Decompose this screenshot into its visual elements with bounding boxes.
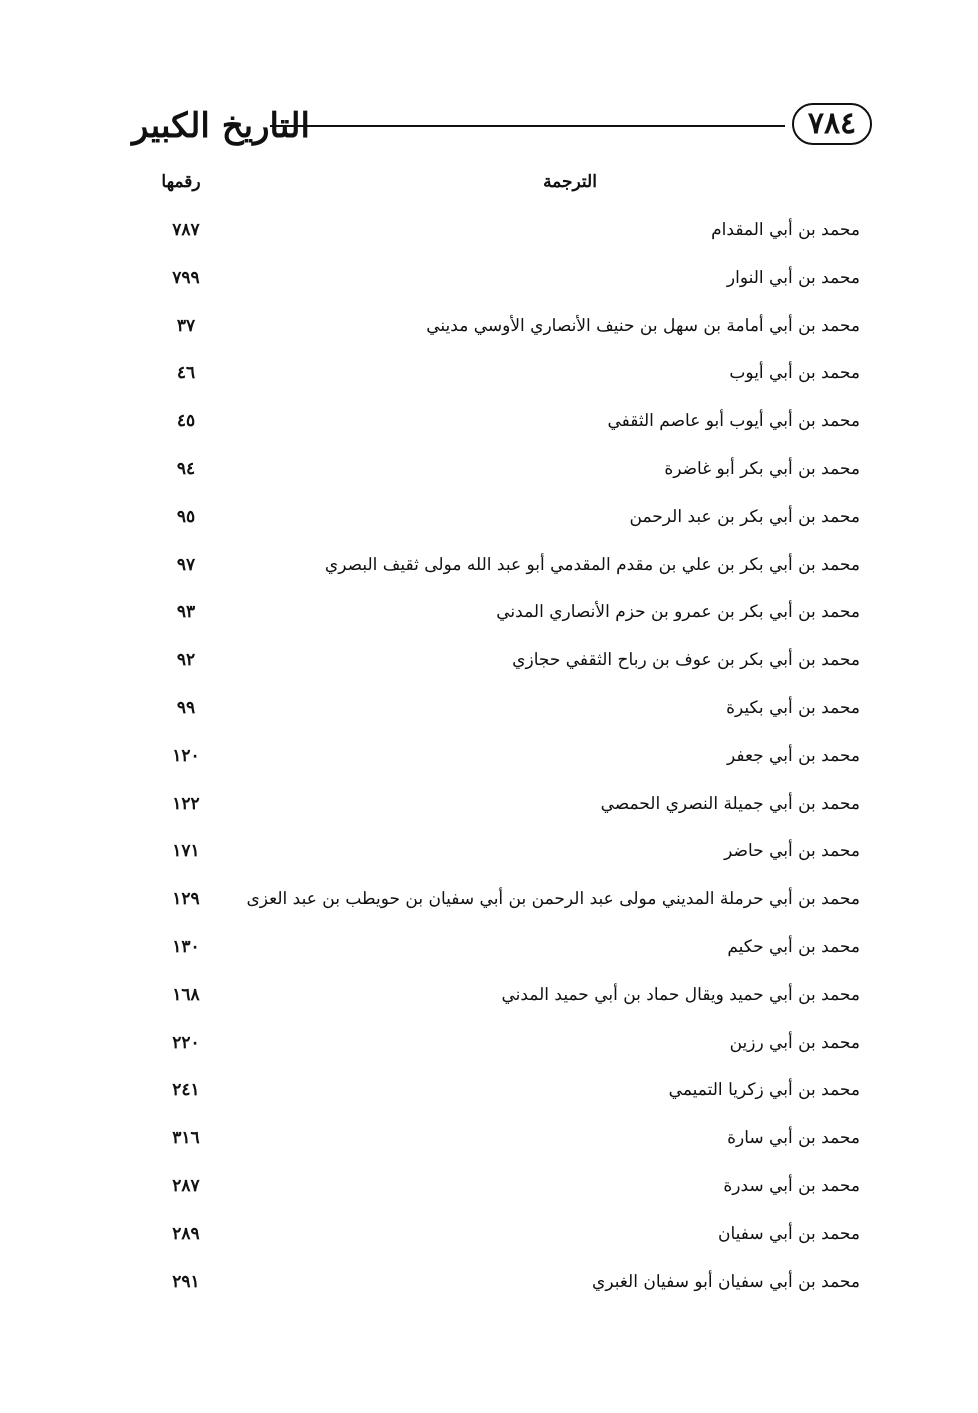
entry-name: محمد بن أبي جميلة النصري الحمصي <box>600 793 860 814</box>
entry-number: ٢٢٠ <box>172 1032 200 1053</box>
index-row <box>150 350 860 398</box>
entry-number: ١٢٢ <box>172 793 200 814</box>
entry-number: ٩٩ <box>176 697 196 718</box>
entry-number: ٩٤ <box>176 458 196 479</box>
entry-name: محمد بن أبي أيوب <box>729 363 860 384</box>
entry-number: ٧٨٧ <box>172 220 200 240</box>
index-row <box>150 637 860 685</box>
entry-name: محمد بن أبي سارة <box>727 1128 860 1149</box>
entry-number: ٤٥ <box>176 411 196 432</box>
entry-name: محمد بن أبي رزين <box>729 1032 860 1053</box>
index-row <box>150 207 860 255</box>
entry-name: محمد بن أبي بكيرة <box>726 697 860 718</box>
entry-number: ١٦٨ <box>172 984 200 1005</box>
entry-number: ١٢٠ <box>172 745 200 766</box>
entry-name: محمد بن أبي حكيم <box>727 936 860 957</box>
entry-name: محمد بن أبي النوار <box>726 267 860 288</box>
index-row <box>150 1211 860 1259</box>
index-row <box>150 398 860 446</box>
index-row <box>150 876 860 924</box>
entry-name: محمد بن أبي بكر بن عبد الرحمن <box>629 506 860 527</box>
entry-name: محمد بن أبي زكريا التميمي <box>668 1080 860 1101</box>
entry-number: ١٢٩ <box>172 889 200 910</box>
column-header-number: رقمها <box>161 172 201 192</box>
index-list <box>150 207 860 1306</box>
entry-number: ٢٨٩ <box>172 1223 200 1244</box>
entry-name: محمد بن أبي بكر بن عوف بن رباح الثقفي حجازي <box>512 650 860 671</box>
entry-number: ٣١٦ <box>172 1128 200 1149</box>
entry-name: محمد بن أبي سفيان أبو سفيان الغبري <box>592 1271 860 1292</box>
entry-name: محمد بن أبي بكر بن عمرو بن حزم الأنصاري المدني <box>496 602 860 623</box>
entry-number: ٧٩٩ <box>172 267 200 288</box>
entry-number: ٩٢ <box>176 650 196 671</box>
index-row <box>150 494 860 542</box>
book-title: التاريخ الكبير <box>132 106 310 146</box>
page-number: ٧٨٤ <box>807 106 857 141</box>
entry-number: ١٧١ <box>172 841 200 862</box>
entry-name: محمد بن أبي أيوب أبو عاصم الثقفي <box>607 411 860 432</box>
entry-name: محمد بن أبي سدرة <box>723 1175 860 1196</box>
entry-number: ٩٣ <box>176 602 196 623</box>
index-row <box>150 1020 860 1068</box>
entry-name: محمد بن أبي أمامة بن سهل بن حنيف الأنصاري الأوسي مديني <box>426 315 860 336</box>
index-row <box>150 1163 860 1211</box>
entry-name: محمد بن أبي المقدام <box>711 220 860 240</box>
entry-number: ٢٤١ <box>172 1080 200 1101</box>
entry-number: ٣٧ <box>176 315 196 336</box>
entry-name: محمد بن أبي حميد ويقال حماد بن أبي حميد المدني <box>501 984 860 1005</box>
entry-name: محمد بن أبي بكر بن علي بن مقدم المقدمي أبو عبد الله مولى ثقيف البصري <box>324 554 860 575</box>
index-row <box>150 1067 860 1115</box>
entry-name: محمد بن أبي حاضر <box>724 841 860 862</box>
index-row <box>150 1259 860 1307</box>
entry-number: ٩٧ <box>176 554 196 575</box>
index-row <box>150 924 860 972</box>
entry-number: ١٣٠ <box>172 936 200 957</box>
index-row <box>150 828 860 876</box>
entry-number: ٢٩١ <box>172 1271 200 1292</box>
index-row <box>150 255 860 303</box>
column-header-entry: الترجمة <box>543 172 597 192</box>
entry-number: ٩٥ <box>176 506 196 527</box>
entry-number: ٢٨٧ <box>172 1175 200 1196</box>
index-row <box>150 972 860 1020</box>
page-header <box>120 98 880 158</box>
index-row <box>150 542 860 590</box>
index-row <box>150 781 860 829</box>
page-number-badge <box>792 103 872 145</box>
entry-number: ٤٦ <box>176 363 196 384</box>
entry-name: محمد بن أبي حرملة المديني مولى عبد الرحمن بن أبي سفيان بن حويطب بن عبد العزى <box>246 889 860 910</box>
index-row <box>150 733 860 781</box>
entry-name: محمد بن أبي جعفر <box>726 745 860 766</box>
index-row <box>150 589 860 637</box>
index-row <box>150 303 860 351</box>
entry-name: محمد بن أبي سفيان <box>718 1223 860 1244</box>
header-rule <box>270 125 785 127</box>
index-row <box>150 446 860 494</box>
index-row <box>150 685 860 733</box>
index-row <box>150 1115 860 1163</box>
entry-name: محمد بن أبي بكر أبو غاضرة <box>664 458 860 479</box>
